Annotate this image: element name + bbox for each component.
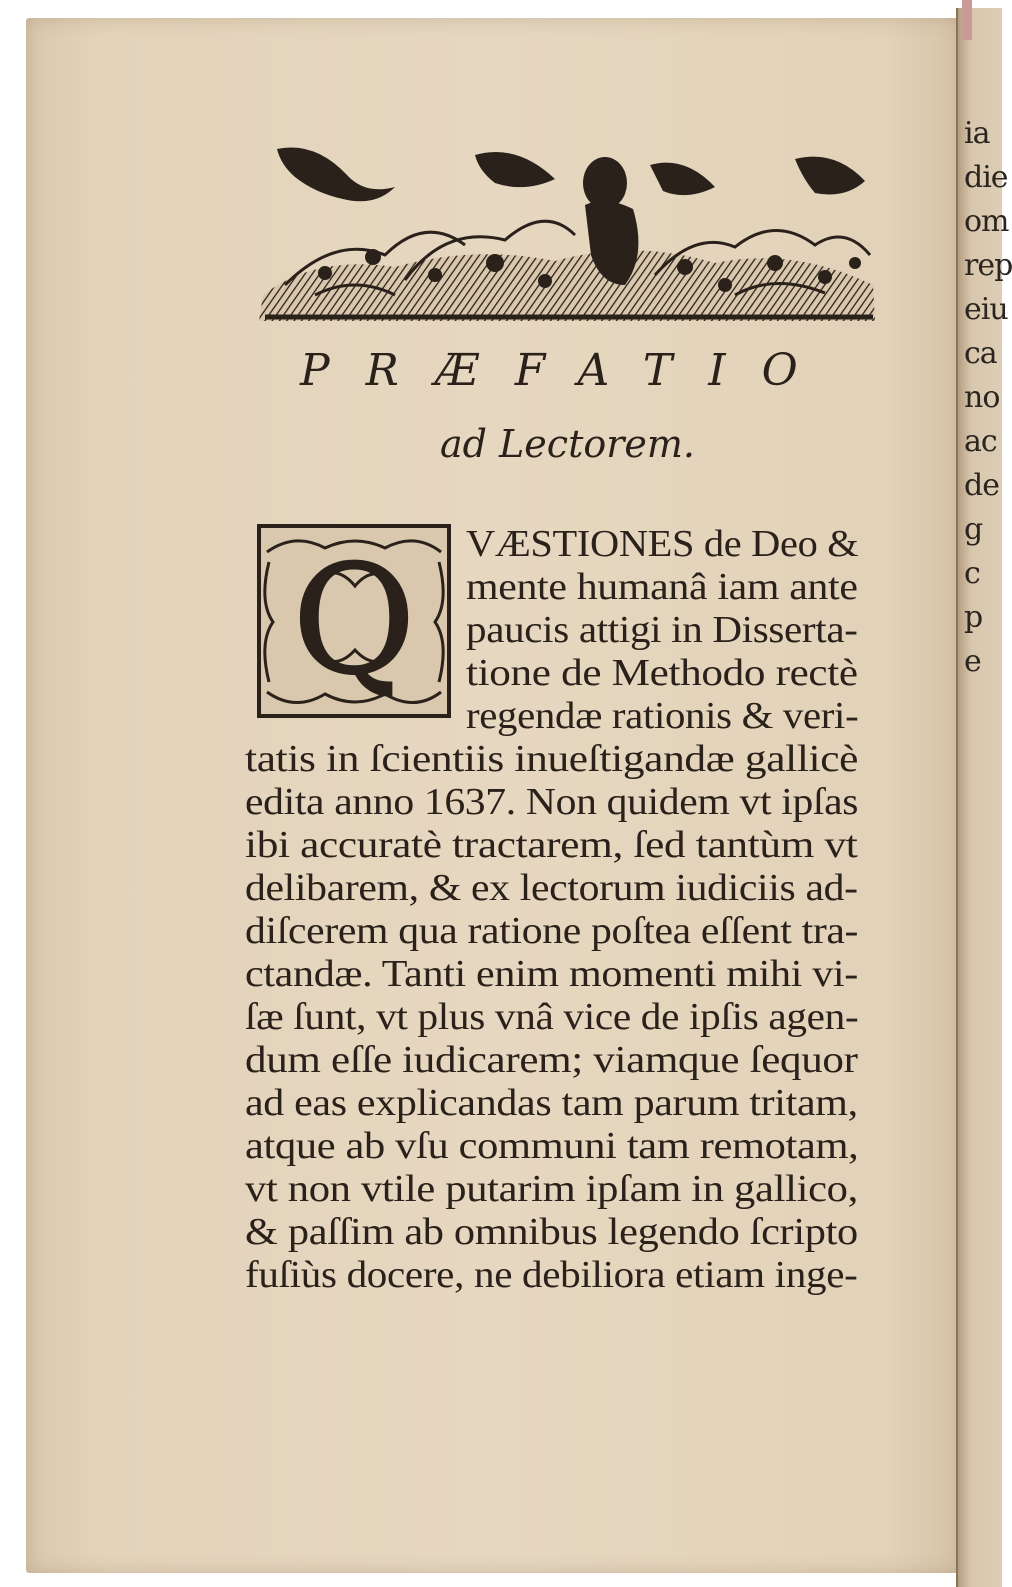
adjacent-page-fragment: rep — [964, 248, 1012, 283]
decorated-initial — [255, 522, 453, 720]
body-line: VÆSTIONES de Deo & — [466, 523, 859, 565]
body-line: ibi accuratè tractarem, ſed tantùm vt — [245, 824, 858, 866]
body-line: regendæ rationis & veri- — [466, 695, 859, 737]
body-line: tatis in ſcientiis inueſtigandæ gallicè — [245, 738, 859, 780]
adjacent-page-fragment: p — [964, 600, 983, 635]
adjacent-page-fragment: om — [964, 204, 1009, 239]
adjacent-page-edge — [956, 8, 1012, 1587]
body-line: ctandæ. Tanti enim momenti mihi vi- — [245, 953, 858, 995]
body-line: atque ab vſu communi tam remotam, — [245, 1125, 859, 1167]
body-line: ſæ ſunt, vt plus vnâ vice de ipſis agen- — [245, 996, 859, 1038]
drop-cap-letter: Q — [292, 534, 416, 708]
adjacent-page-fragment: ca — [964, 336, 997, 371]
page-title: PRÆFATIO — [300, 345, 834, 396]
adjacent-page-fragment: ac — [964, 424, 997, 459]
body-line: dum eſſe iudicarem; viamque ſequor — [245, 1039, 858, 1081]
body-line: ad eas explicandas tam parum tritam, — [245, 1082, 858, 1124]
adjacent-page-fragment: ia — [964, 116, 990, 151]
body-line: fuſiùs docere, ne debiliora etiam inge- — [245, 1254, 858, 1296]
adjacent-page-fragment: eiu — [964, 292, 1008, 327]
woodcut-headpiece-ornament — [255, 135, 880, 323]
adjacent-page-fragment: die — [964, 160, 1008, 195]
body-line: paucis attigi in Disserta- — [466, 609, 858, 651]
body-line: mente humanâ iam ante — [466, 566, 858, 608]
adjacent-page-fragment: no — [964, 380, 1000, 415]
body-line: diſcerem qua ratione poſtea eſſent tra- — [245, 910, 859, 952]
binding-edge — [962, 0, 972, 40]
adjacent-page-fragment: e — [964, 644, 981, 679]
body-line: & paſſim ab omnibus legendo ſcripto — [245, 1211, 858, 1253]
body-line: edita anno 1637. Non quidem vt ipſas — [245, 781, 859, 823]
adjacent-page-fragment: c — [964, 556, 980, 591]
body-line: vt non vtile putarim ipſam in gallico, — [245, 1168, 858, 1210]
body-line: tione de Methodo rectè — [466, 652, 858, 694]
adjacent-page-fragment: g — [964, 512, 983, 547]
body-line: delibarem, & ex lectorum iudiciis ad- — [245, 867, 858, 909]
adjacent-page-fragment: de — [964, 468, 999, 503]
page-subtitle: ad Lectorem. — [440, 422, 695, 466]
